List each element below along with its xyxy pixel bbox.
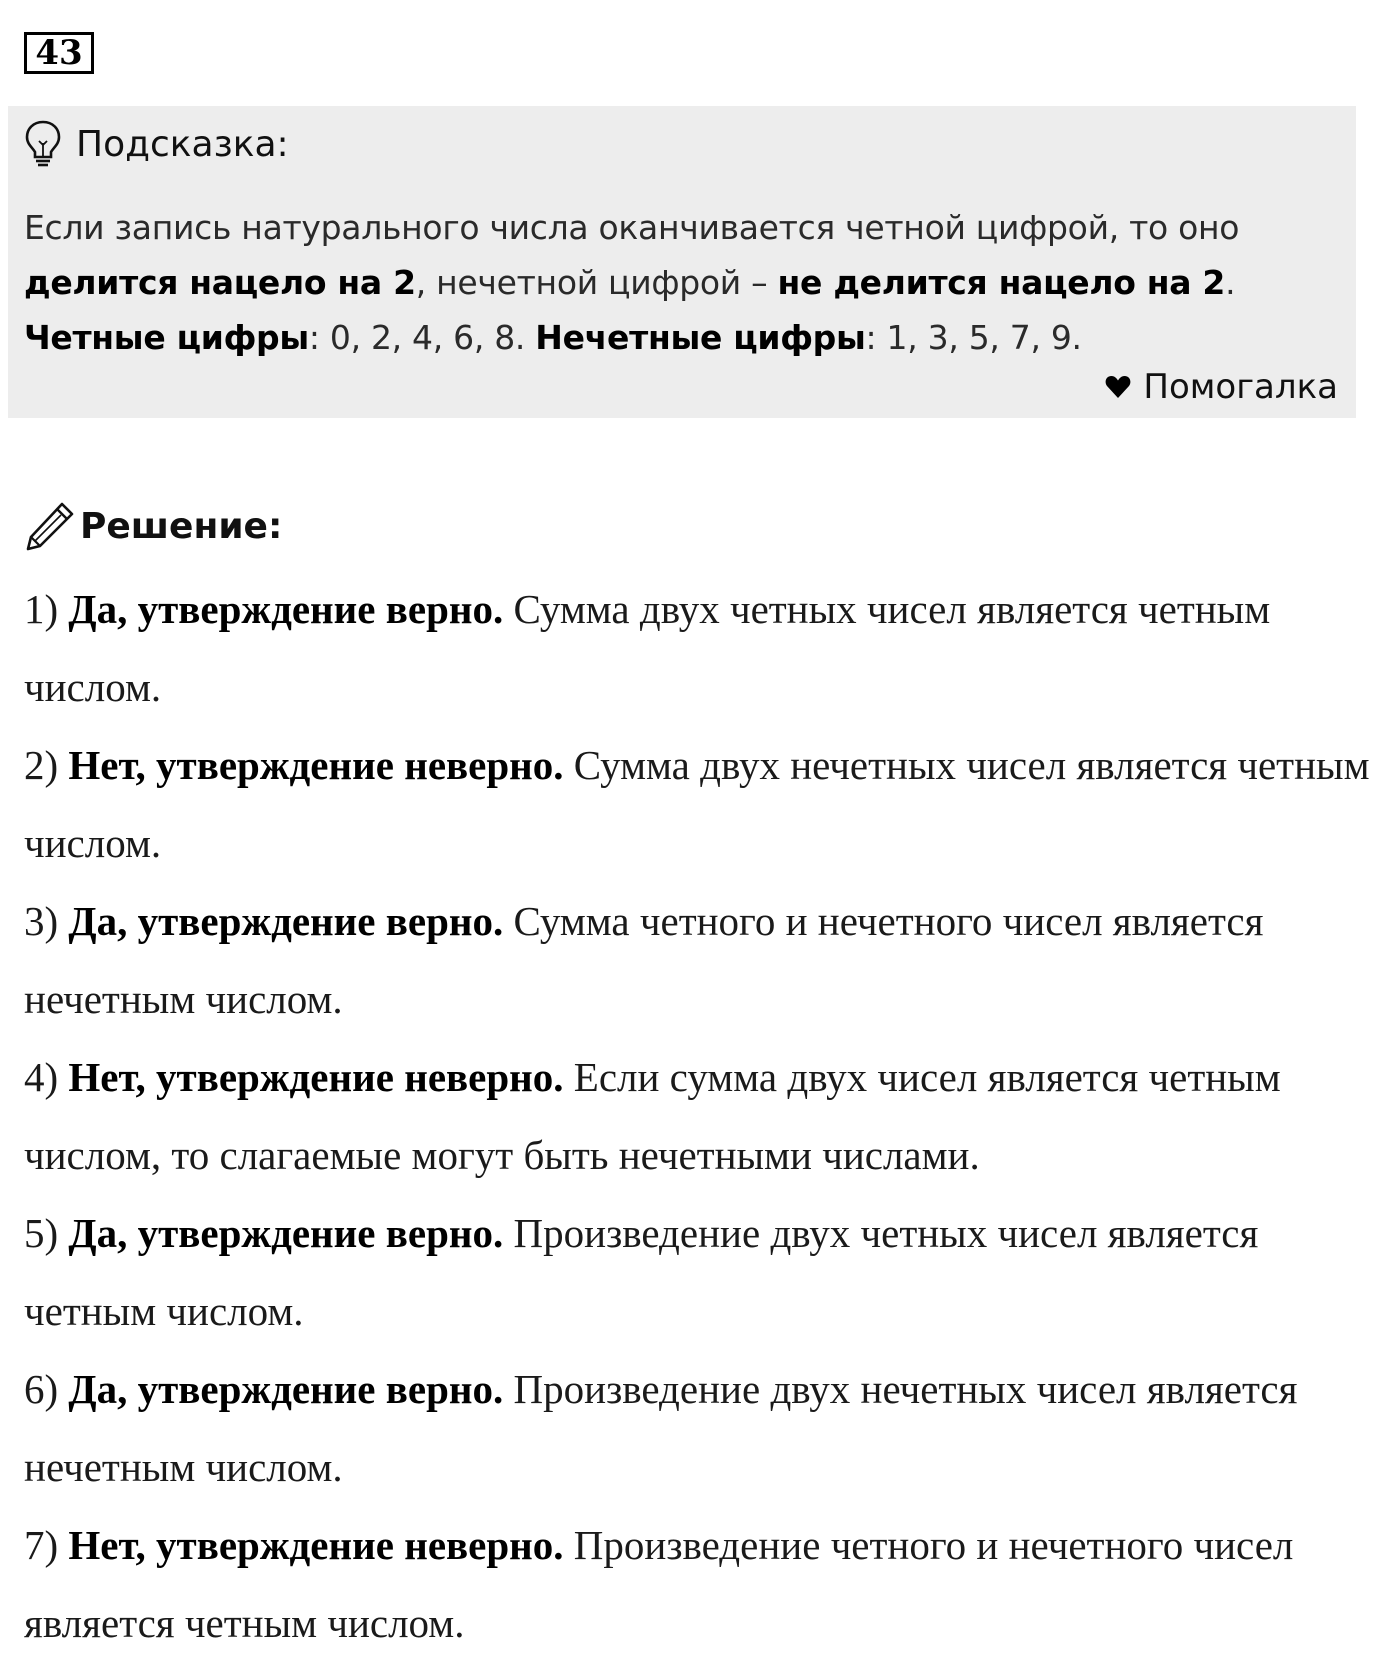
item-number: 5) — [24, 1210, 69, 1256]
hint-bold-not-divisible: не делится нацело на 2 — [777, 263, 1226, 302]
item-verdict: Да, утверждение верно. — [68, 898, 504, 944]
solution-header — [24, 498, 282, 554]
item-verdict: Нет, утверждение неверно. — [68, 1054, 564, 1100]
hint-credit — [1105, 364, 1338, 410]
item-verdict: Да, утверждение верно. — [68, 1366, 504, 1412]
item-text: Произведение двух четных чисел является четным числом. — [24, 1210, 1259, 1334]
solution-item — [24, 1194, 1374, 1350]
item-text: Сумма четного и нечетного чисел является нечетным числом. — [24, 898, 1264, 1022]
solution-item — [24, 726, 1374, 882]
hint-mid: , нечетной цифрой – — [415, 263, 778, 302]
hint-odd-digits: : 1, 3, 5, 7, 9. — [865, 318, 1082, 357]
item-text: Произведение двух нечетных чисел является нечетным числом. — [24, 1366, 1298, 1490]
hint-bold-even: Четные цифры — [24, 318, 309, 357]
hint-bold-odd: Нечетные цифры — [535, 318, 866, 357]
solution-item — [24, 570, 1374, 726]
item-number: 7) — [24, 1522, 69, 1568]
item-verdict: Нет, утверждение неверно. — [68, 1522, 564, 1568]
hint-box — [8, 106, 1356, 418]
credit-label: Помогалка — [1143, 367, 1338, 407]
solution-item — [24, 1506, 1374, 1662]
lightbulb-icon — [24, 119, 62, 169]
item-text: Сумма двух нечетных чисел является четным числом. — [24, 742, 1370, 866]
hint-line1: Если запись натурального числа оканчивается четной цифрой, то оно — [24, 208, 1240, 247]
item-verdict: Нет, утверждение неверно. — [68, 742, 564, 788]
solution-list — [24, 570, 1374, 1662]
item-number: 3) — [24, 898, 69, 944]
solution-title: Решение: — [80, 505, 283, 547]
item-number: 2) — [24, 742, 69, 788]
item-number: 6) — [24, 1366, 69, 1412]
item-number: 4) — [24, 1054, 69, 1100]
hint-even-digits: : 0, 2, 4, 6, 8. — [308, 318, 536, 357]
hint-bold-divisible: делится нацело на 2 — [24, 263, 416, 302]
hint-end: . — [1225, 263, 1236, 302]
solution-item — [24, 882, 1374, 1038]
solution-item — [24, 1350, 1374, 1506]
task-number: 43 — [24, 32, 94, 74]
hint-text — [24, 200, 1344, 365]
item-number: 1) — [24, 586, 69, 632]
item-verdict: Да, утверждение верно. — [68, 1210, 504, 1256]
item-text: Если сумма двух чисел является четным числом, то слагаемые могут быть нечетными числами. — [24, 1054, 1281, 1178]
item-verdict: Да, утверждение верно. — [68, 586, 504, 632]
item-text: Произведение четного и нечетного чисел является четным числом. — [24, 1522, 1294, 1646]
item-text: Сумма двух четных чисел является четным числом. — [24, 586, 1271, 710]
heart-icon — [1105, 375, 1131, 399]
pencil-icon — [24, 500, 76, 552]
hint-title: Подсказка: — [76, 123, 289, 165]
hint-header — [24, 118, 289, 170]
solution-item — [24, 1038, 1374, 1194]
